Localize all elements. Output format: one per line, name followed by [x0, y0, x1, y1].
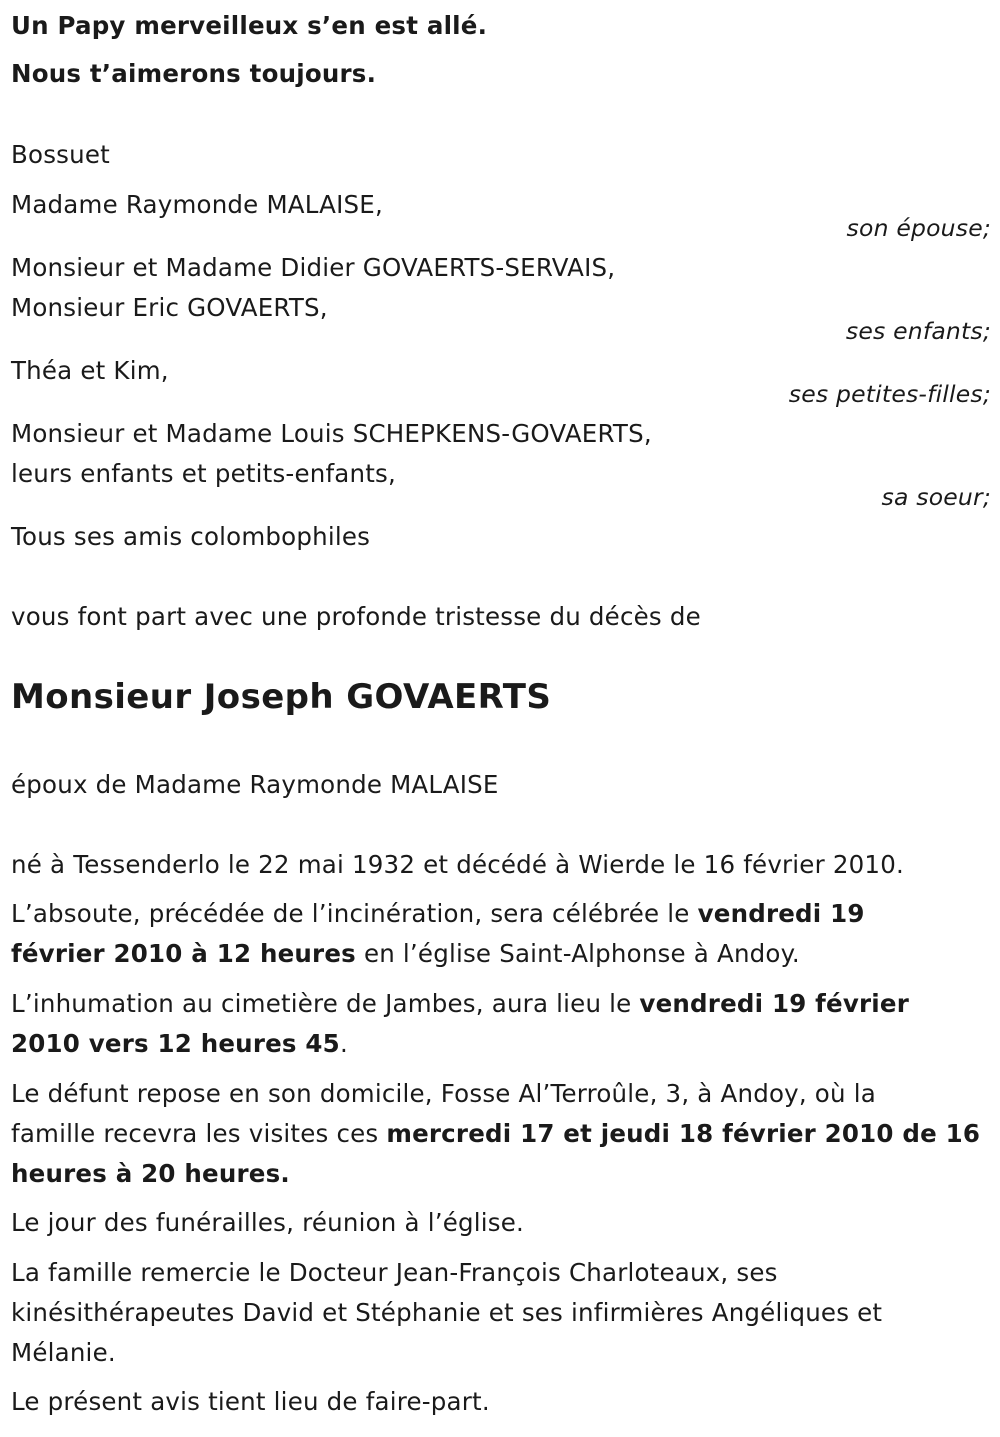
children-role: ses enfants; — [845, 317, 991, 345]
granddaughters-role: ses petites-filles; — [788, 380, 991, 408]
absoute-date-b: février 2010 à 12 heures — [11, 939, 356, 968]
sister-line-1: Monsieur et Madame Louis SCHEPKENS-GOVAERTS, — [11, 419, 652, 448]
wife-name: Madame Raymonde MALAISE, — [11, 190, 383, 219]
deceased-name: Monsieur Joseph GOVAERTS — [11, 677, 552, 717]
header-line-1: Un Papy merveilleux s’en est allé. — [11, 11, 488, 40]
thanks-line-1: La famille remercie le Docteur Jean-François Charloteaux, ses — [11, 1258, 778, 1287]
inhumation-date-a: vendredi 19 février — [639, 989, 910, 1018]
sister-line-2: leurs enfants et petits-enfants, — [11, 459, 397, 488]
closing-line: Le présent avis tient lieu de faire-part. — [11, 1387, 490, 1416]
inhumation-line-2 — [11, 1024, 991, 1064]
children-line-2: Monsieur Eric GOVAERTS, — [11, 293, 328, 322]
visits-line-3: heures à 20 heures. — [11, 1159, 290, 1188]
absoute-text-b: en l’église Saint-Alphonse à Andoy. — [355, 939, 800, 968]
inhumation-date-b: 2010 vers 12 heures 45 — [11, 1029, 340, 1058]
absoute-line-2 — [11, 934, 991, 974]
absoute-line-1 — [11, 894, 991, 934]
birth-death-line: né à Tessenderlo le 22 mai 1932 et décédé à Wierde le 16 février 2010. — [11, 850, 904, 879]
children-line-1: Monsieur et Madame Didier GOVAERTS-SERVAIS, — [11, 253, 616, 282]
thanks-line-3: Mélanie. — [11, 1338, 116, 1367]
visits-dates: mercredi 17 et jeudi 18 février 2010 de 16 — [386, 1119, 981, 1148]
funeral-meeting-line: Le jour des funérailles, réunion à l’église. — [11, 1208, 524, 1237]
thanks-line-2: kinésithérapeutes David et Stéphanie et ses infirmières Angéliques et — [11, 1298, 883, 1327]
visits-paragraph — [11, 1074, 991, 1194]
visits-line-1: Le défunt repose en son domicile, Fosse Al’Terroûle, 3, à Andoy, où la — [11, 1079, 876, 1108]
granddaughters-name: Théa et Kim, — [11, 356, 169, 385]
inhumation-text-b: . — [339, 1029, 348, 1058]
absoute-date-a: vendredi 19 — [697, 899, 865, 928]
place-name: Bossuet — [11, 140, 110, 169]
inhumation-text-a: L’inhumation au cimetière de Jambes, aura lieu le — [11, 989, 640, 1018]
inhumation-line-1 — [11, 984, 991, 1024]
absoute-text-a: L’absoute, précédée de l’incinération, sera célébrée le — [11, 899, 698, 928]
visits-text-a: famille recevra les visites ces — [11, 1119, 387, 1148]
thanks-paragraph — [11, 1253, 991, 1373]
absoute-paragraph — [11, 894, 991, 974]
inhumation-paragraph — [11, 984, 991, 1064]
wife-role: son épouse; — [846, 214, 991, 242]
friends-line: Tous ses amis colombophiles — [11, 522, 371, 551]
sister-role: sa soeur; — [881, 483, 991, 511]
visits-line-2 — [11, 1114, 991, 1154]
header-line-2: Nous t’aimerons toujours. — [11, 59, 377, 88]
spouse-of-line: époux de Madame Raymonde MALAISE — [11, 770, 499, 799]
intro-line: vous font part avec une profonde tristesse du décès de — [11, 602, 701, 631]
